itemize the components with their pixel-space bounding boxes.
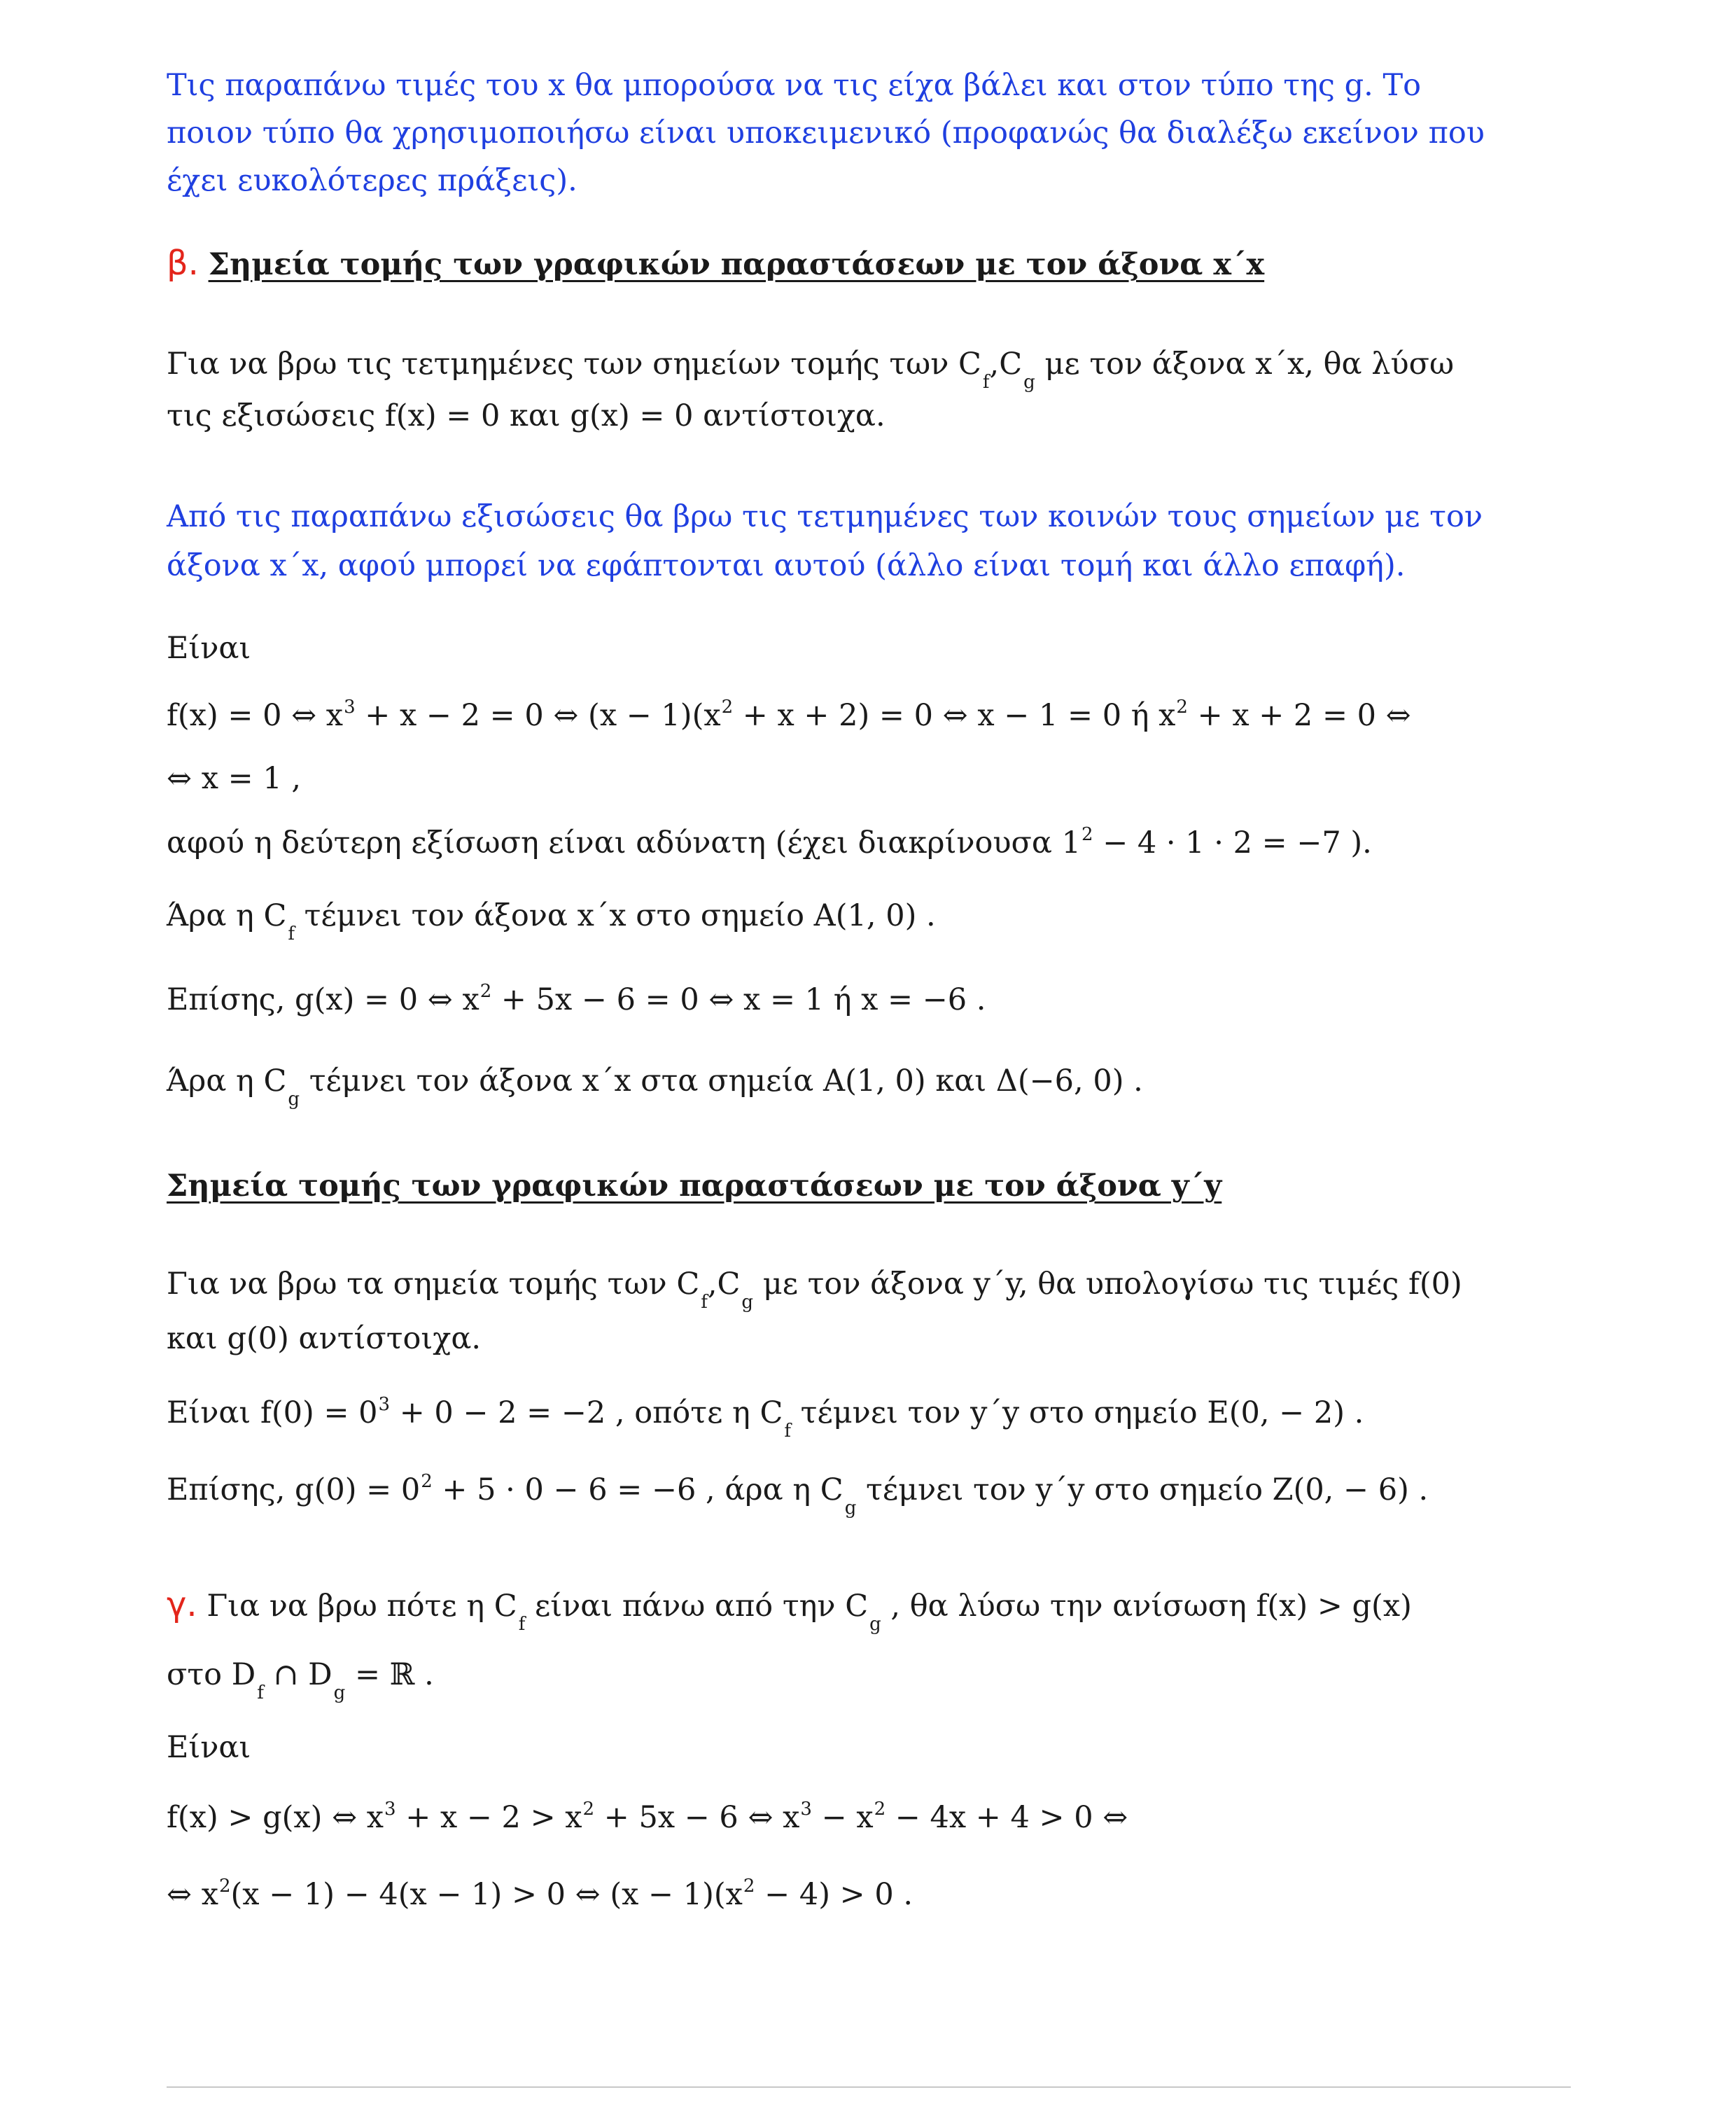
subscript-f: f <box>784 1421 791 1442</box>
text: στο D <box>167 1657 256 1692</box>
text: Είναι f(0) = 0 <box>167 1395 378 1430</box>
subscript-g: g <box>844 1498 857 1519</box>
superscript: 2 <box>421 1471 433 1492</box>
section-y-para1-line2: και g(0) αντίστοιχα. <box>167 1321 482 1356</box>
section-b-blue-line2: άξονα x΄x, αφού μπορεί να εφάπτονται αυτού (άλλο είναι τομή και άλλο επαφή). <box>167 548 1406 583</box>
text: τέμνει τον άξονα x΄x στα σημεία A(1, 0) και Δ(−6, 0) . <box>300 1064 1143 1099</box>
section-b-einai: Είναι <box>167 631 251 666</box>
g-zero-line <box>167 1469 1429 1519</box>
text: − 4 · 1 · 2 = −7 ). <box>1093 825 1372 860</box>
text: είναι πάνω από την C <box>525 1589 869 1624</box>
text: + x − 2 > x <box>396 1800 582 1835</box>
text: τέμνει τον y΄y στο σημείο Z(0, − 6) . <box>856 1472 1429 1507</box>
subscript-f: f <box>257 1682 264 1703</box>
section-c-marker: γ. <box>167 1585 197 1624</box>
superscript: 2 <box>874 1799 886 1820</box>
cf-intersection-line <box>167 895 936 944</box>
superscript: 3 <box>800 1799 812 1820</box>
text: αφού η δεύτερη εξίσωση είναι αδύνατη (έχει διακρίνουσα 1 <box>167 825 1081 860</box>
text: Για να βρω τα σημεία τομής των C <box>167 1267 700 1302</box>
superscript: 2 <box>582 1799 595 1820</box>
subscript-g: g <box>333 1682 346 1703</box>
subscript-g: g <box>288 1089 300 1110</box>
text: ,C <box>989 347 1023 382</box>
section-b-marker: β. <box>167 244 199 283</box>
section-y-heading-line <box>167 1165 1222 1207</box>
text: Για να βρω πότε η C <box>197 1589 517 1624</box>
section-b-blue-line1: Από τις παραπάνω εξισώσεις θα βρω τις τετμημένες των κοινών τους σημείων με τον <box>167 499 1483 534</box>
text: τέμνει τον άξονα x΄x στο σημείο A(1, 0) . <box>295 898 936 933</box>
text: + x − 2 = 0 ⇔ (x − 1)(x <box>355 698 721 733</box>
intro-line-2: ποιον τύπο θα χρησιμοποιήσω είναι υποκειμενικό (προφανώς θα διαλέξω εκείνον που <box>167 116 1485 151</box>
section-b-heading: Σημεία τομής των γραφικών παραστάσεων με τον άξονα x΄x <box>208 247 1265 282</box>
text: = ℝ . <box>345 1657 434 1692</box>
text: f(x) = 0 ⇔ x <box>167 698 344 733</box>
text: , θα λύσω την ανίσωση f(x) > g(x) <box>881 1589 1412 1624</box>
footer-divider <box>167 2086 1571 2088</box>
section-c-line2 <box>167 1654 434 1703</box>
intro-line-1: Τις παραπάνω τιμές του x θα μπορούσα να τις είχα βάλει και στον τύπο της g. Το <box>167 68 1422 103</box>
inequality-line-1 <box>167 1797 1128 1843</box>
subscript-f: f <box>701 1292 708 1313</box>
superscript: 3 <box>384 1799 396 1820</box>
g-equation-line <box>167 979 986 1025</box>
subscript-g: g <box>1023 372 1035 393</box>
text: με τον άξονα y΄y, θα υπολογίσω τις τιμές f(0) <box>753 1267 1462 1302</box>
section-b-para1-line1 <box>167 343 1455 393</box>
superscript: 2 <box>1081 824 1093 845</box>
text: − 4x + 4 > 0 ⇔ <box>886 1800 1128 1835</box>
section-b-para1-line2: τις εξισώσεις f(x) = 0 και g(x) = 0 αντίστοιχα. <box>167 398 886 433</box>
text: ∩ D <box>263 1657 332 1692</box>
cg-intersection-line <box>167 1060 1143 1110</box>
section-y-heading: Σημεία τομής των γραφικών παραστάσεων με τον άξονα y΄y <box>167 1169 1222 1204</box>
text: + x + 2 = 0 ⇔ <box>1187 698 1411 733</box>
subscript-g: g <box>869 1614 881 1635</box>
superscript: 2 <box>218 1876 231 1897</box>
superscript: 2 <box>479 981 492 1002</box>
section-y-para1-line1 <box>167 1263 1462 1313</box>
superscript: 3 <box>344 697 356 718</box>
text: (x − 1) − 4(x − 1) > 0 ⇔ (x − 1)(x <box>230 1877 743 1912</box>
text: τέμνει τον y΄y στο σημείο E(0, − 2) . <box>791 1395 1364 1430</box>
text: + 0 − 2 = −2 , οπότε η C <box>390 1395 783 1430</box>
section-c-einai: Είναι <box>167 1730 251 1765</box>
text: Επίσης, g(0) = 0 <box>167 1472 421 1507</box>
text: με τον άξονα x΄x, θα λύσω <box>1035 347 1455 382</box>
intro-line-3: έχει ευκολότερες πράξεις). <box>167 163 578 198</box>
superscript: 2 <box>721 697 734 718</box>
superscript: 3 <box>378 1394 391 1415</box>
text: + x + 2) = 0 ⇔ x − 1 = 0 ή x <box>733 698 1176 733</box>
equation-x-equals-1: ⇔ x = 1 , <box>167 761 302 796</box>
text: ⇔ x <box>167 1877 218 1912</box>
text: − x <box>811 1800 874 1835</box>
equation-f-zero <box>167 695 1411 741</box>
text: f(x) > g(x) ⇔ x <box>167 1800 384 1835</box>
text: + 5x − 6 = 0 ⇔ x = 1 ή x = −6 . <box>491 982 986 1017</box>
superscript: 2 <box>743 1876 755 1897</box>
text: Επίσης, g(x) = 0 ⇔ x <box>167 982 479 1017</box>
section-c-line1 <box>167 1584 1412 1635</box>
section-b-heading-line <box>167 242 1264 286</box>
text: Άρα η C <box>167 1064 287 1099</box>
text: + 5 · 0 − 6 = −6 , άρα η C <box>432 1472 844 1507</box>
subscript-f: f <box>518 1614 526 1635</box>
text: ,C <box>707 1267 741 1302</box>
text: Για να βρω τις τετμημένες των σημείων τομής των C <box>167 347 981 382</box>
subscript-g: g <box>741 1292 754 1313</box>
inequality-line-2 <box>167 1874 913 1920</box>
superscript: 2 <box>1176 697 1188 718</box>
subscript-f: f <box>982 372 990 393</box>
text: − 4) > 0 . <box>755 1877 913 1912</box>
f-zero-line <box>167 1392 1364 1442</box>
text: Άρα η C <box>167 898 287 933</box>
text: + 5x − 6 ⇔ x <box>594 1800 800 1835</box>
subscript-f: f <box>288 923 295 944</box>
discriminant-line <box>167 822 1372 868</box>
